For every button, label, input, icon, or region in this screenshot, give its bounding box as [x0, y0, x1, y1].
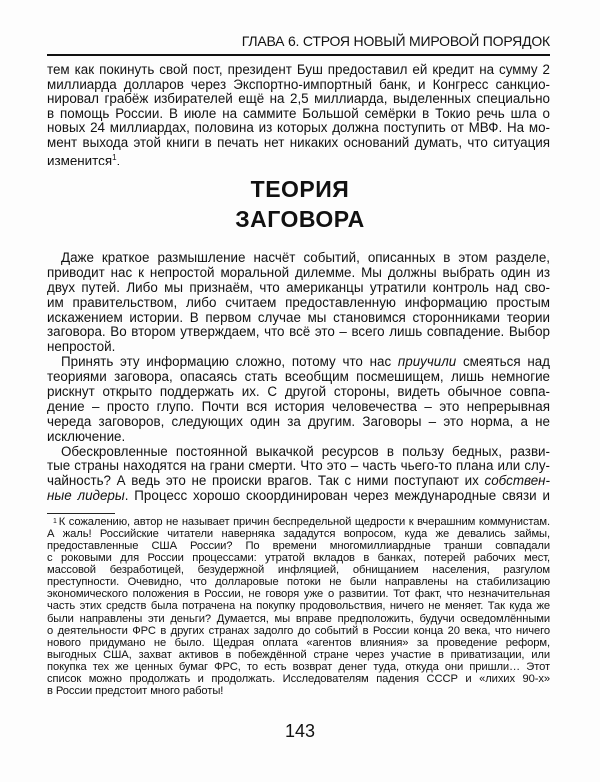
italic-text: собствен- [484, 474, 550, 489]
footnote-marker: 1 [53, 518, 57, 525]
section-title-line-2: ЗАГОВОРА [235, 206, 365, 232]
text-line: о деятельности ФРС в других странах задолго до событий в России конца 20 века, что ничего [47, 624, 550, 637]
text-line: череда заговоров, следующих один за другим. Заговоры – это норма, а не [47, 414, 550, 429]
text-line: А жаль! Российские читатели наверняка зададутся вопросом, куда же девались займы, [47, 528, 550, 541]
text-line: $^1$ К сожалению, автор не называет причин беспредельной щедрости к вчерашним коммунистам. [53, 516, 550, 528]
text-run: . Процесс хорошо скоординирован через международные связи и [124, 489, 550, 504]
text-run: изменится [47, 153, 113, 166]
text-run: . [116, 153, 121, 166]
text-line: в помощь России. В июле на саммите Большой семёрки в Токио речь шла о [47, 106, 550, 121]
text-line: мент выхода этой книги в печать нет никаких оснований думать, что ситуация [47, 135, 550, 150]
running-header: ГЛАВА 6. СТРОЯ НОВЫЙ МИРОВОЙ ПОРЯДОК [241, 33, 550, 49]
text-line: миллиарда долларов через Экспортно-импортный банк, и Конгресс санкцио- [47, 77, 550, 92]
text-line: двух путей. Либо мы признаём, что американцы утратили контроль над сво- [47, 280, 550, 295]
text-line: дение – просто глупо. Почти вся история человечества – это непрерывная [47, 399, 550, 414]
text-line: в России предстоит много работы! [47, 684, 224, 697]
text-line: непростой. [47, 340, 116, 355]
footnote-reference[interactable]: 1 [112, 152, 117, 162]
text-line: заговора. Во втором утверждаем, что всё это – всего лишь совпадение. Выбор [47, 325, 550, 340]
text-line: нировал грабёж избирателей ещё на 2,5 миллиарда, выделенных специально [47, 92, 550, 107]
text-line: искажением истории. В первом случае мы становимся сторонниками теории [47, 310, 550, 325]
text-run: смеяться над [456, 355, 550, 370]
header-rule [47, 54, 550, 56]
text-run: чайность? А ведь это не происки врагов. Так с ними поступают их [47, 474, 485, 489]
text-line: им правительством, либо считаем предоставленную информацию простым [47, 295, 550, 310]
text-line: тем как покинуть свой пост, президент Буш предоставил ей кредит на сумму 2 [47, 63, 550, 77]
text-line [47, 355, 550, 370]
text-line: исключение. [47, 429, 126, 444]
text-line: экономического положения в России, не говоря уже о развитии. Тот факт, что незначительная [47, 588, 550, 601]
text-line: массовой безработицей, безудержной инфляцией, обнищанием населения, разгулом [47, 564, 550, 577]
text-line: предоставленные США России? По времени многомиллиардные транши совпадали [47, 540, 550, 553]
text-line: теориями заговора, опасаясь стать всеобщим посмешищем, лишь немногие [47, 370, 550, 385]
text-line: преступности. Очевидно, что долларовые потоки не были направлены на стабилизацию [47, 576, 550, 589]
text-line: Обескровленные постоянной выкачкой ресурсов в пользу бедных, разви- [61, 444, 550, 459]
italic-text: приучили [397, 355, 457, 370]
text-line: часть этих средств была потрачена на покупку продовольствия, ничего не меняет. Так куда же [47, 600, 550, 613]
text-line [47, 489, 550, 504]
section-title-line-1: ТЕОРИЯ [250, 176, 350, 202]
italic-text: ные лидеры [47, 489, 125, 504]
text-line: покупка тех же ценных бумаг ФРС, то есть возврат денег туда, откуда они пришли… Этот [47, 660, 550, 673]
text-line: приводит нас к непростой моральной дилемме. Мы должны выбрать один из [47, 265, 550, 280]
text-line: рискнут открыто поддержать их. С другой стороны, видеть обычное совпа- [47, 385, 550, 400]
text-line: Даже краткое размышление насчёт событий, описанных в этом разделе, [61, 251, 550, 265]
section-body [47, 251, 550, 504]
footnote [47, 516, 550, 697]
footnote-separator [47, 513, 115, 514]
text-line: список можно продолжать и продолжать. Исследователям падения СССР и «лихих 90-х» [47, 672, 550, 685]
text-run: Принять эту информацию сложно, потому что нас [61, 355, 398, 370]
text-line: новых 24 миллиардах, половина из которых должна поступить от МВФ. На мо- [47, 121, 550, 136]
intro-paragraph [47, 63, 550, 165]
text-line: выгодных США, захват активов в побеждённой стране через участие в приватизации, или [47, 648, 550, 661]
text-line: с роковыми для России процессами: утратой вкладов в банках, потерей рабочих мест, [47, 552, 550, 565]
text-line: нового придумано не было. Щедрая оплата «агентов влияния» за проведение реформ, [47, 636, 550, 649]
text-line: тые страны находятся на грани смерти. Что это – часть чьего-то плана или слу- [47, 459, 550, 474]
text-line [47, 474, 550, 489]
page-number: 143 [284, 721, 316, 741]
text-line [47, 151, 550, 166]
text-line: были направлены эти деньги? Думается, мы вправе предположить, будучи осведомлёнными [47, 612, 550, 625]
